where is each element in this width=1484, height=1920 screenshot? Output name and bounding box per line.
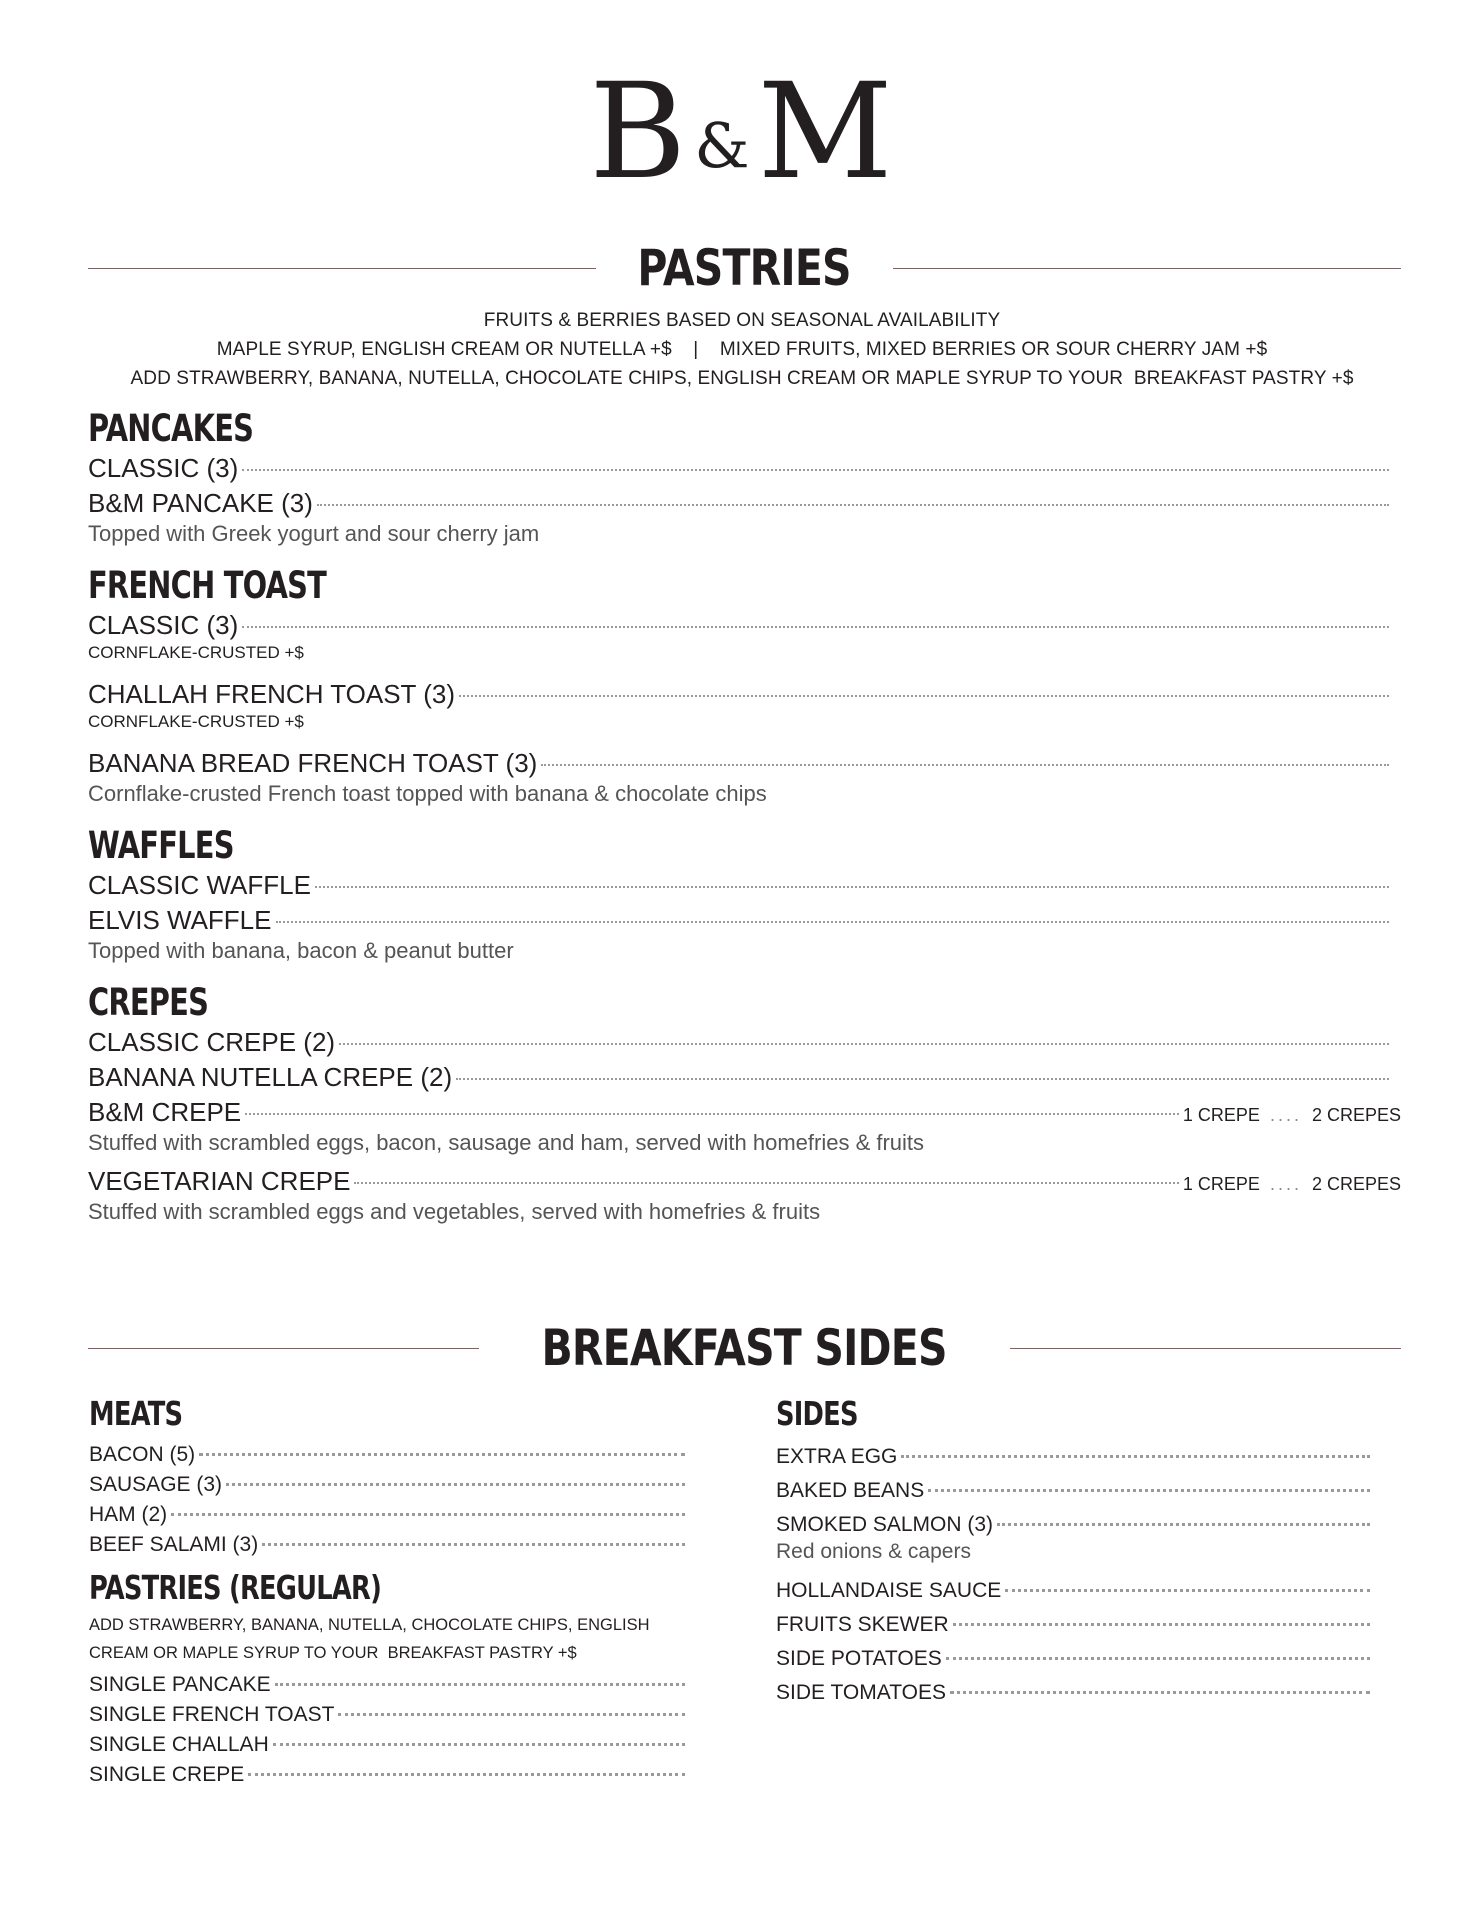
menu-item bbox=[89, 1673, 689, 1697]
dot-leader bbox=[315, 886, 1389, 888]
menu-item bbox=[89, 1703, 689, 1727]
dot-leader bbox=[242, 469, 1389, 471]
divider-left bbox=[88, 268, 596, 269]
dot-leader bbox=[199, 1453, 685, 1456]
dot-leader bbox=[226, 1483, 685, 1486]
brand-logo bbox=[0, 55, 1484, 216]
dot-leader bbox=[276, 921, 1390, 923]
item-name: BANANA BREAD FRENCH TOAST (3) bbox=[88, 748, 538, 778]
dot-leader bbox=[456, 1078, 1389, 1080]
menu-item bbox=[776, 1513, 1374, 1537]
item-name: BANANA NUTELLA CREPE (2) bbox=[88, 1062, 453, 1092]
menu-item bbox=[89, 1503, 689, 1527]
menu-item bbox=[776, 1647, 1374, 1671]
portion-options bbox=[1183, 1174, 1401, 1195]
menu-item bbox=[88, 1166, 1401, 1197]
item-name: BACON (5) bbox=[89, 1443, 196, 1466]
dot-leader bbox=[248, 1773, 685, 1776]
section-title-breakfast-sides: BREAKFAST SIDES bbox=[541, 1319, 948, 1377]
item-name: SIDE POTATOES bbox=[776, 1647, 942, 1670]
item-name: EXTRA EGG bbox=[776, 1445, 898, 1468]
dot-leader bbox=[171, 1513, 685, 1516]
item-name: CLASSIC CREPE (2) bbox=[88, 1027, 336, 1057]
dot-leader bbox=[950, 1691, 1370, 1694]
menu-item bbox=[776, 1681, 1374, 1705]
dot-leader bbox=[262, 1543, 685, 1546]
dot-leader bbox=[953, 1623, 1370, 1626]
dot-leader bbox=[541, 764, 1389, 766]
pastries-notes bbox=[0, 306, 1484, 393]
divider-right bbox=[893, 268, 1401, 269]
item-option: CORNFLAKE-CRUSTED +$ bbox=[88, 712, 304, 731]
item-name: B&M PANCAKE (3) bbox=[88, 488, 313, 518]
dot-leader bbox=[338, 1713, 685, 1716]
divider-left bbox=[88, 1348, 479, 1349]
dot-leader bbox=[317, 504, 1389, 506]
logo-letter-b: B bbox=[589, 55, 689, 209]
dot-leader bbox=[242, 626, 1389, 628]
menu-item bbox=[89, 1533, 689, 1557]
menu-item bbox=[88, 748, 1393, 779]
menu-item bbox=[89, 1473, 689, 1497]
note-line: ADD STRAWBERRY, BANANA, NUTELLA, CHOCOLATE CHIPS, ENGLISH CREAM OR MAPLE SYRUP TO YOUR BREAKFAST PASTRY +$ bbox=[130, 368, 1354, 389]
item-name: SINGLE CREPE bbox=[89, 1763, 245, 1786]
item-name: B&M CREPE bbox=[88, 1097, 242, 1127]
item-name: BAKED BEANS bbox=[776, 1479, 925, 1502]
category-title-pancakes: PANCAKES bbox=[88, 407, 254, 450]
item-description: Stuffed with scrambled eggs and vegetables, served with homefries & fruits bbox=[88, 1199, 821, 1224]
item-description: Topped with Greek yogurt and sour cherry jam bbox=[88, 521, 540, 546]
item-description: Stuffed with scrambled eggs, bacon, sausage and ham, served with homefries & fruits bbox=[88, 1130, 925, 1155]
item-name: HOLLANDAISE SAUCE bbox=[776, 1579, 1002, 1602]
breakfast-sides-left-column bbox=[89, 1393, 689, 1787]
category-note: ADD STRAWBERRY, BANANA, NUTELLA, CHOCOLATE CHIPS, ENGLISH bbox=[89, 1616, 650, 1634]
dot-leader bbox=[354, 1182, 1178, 1184]
dot-leader bbox=[1005, 1589, 1370, 1592]
item-name: SINGLE PANCAKE bbox=[89, 1673, 271, 1696]
menu-item bbox=[88, 488, 1393, 519]
dot-leader bbox=[273, 1743, 685, 1746]
option-separator: .... bbox=[1269, 1105, 1302, 1125]
menu-item bbox=[89, 1733, 689, 1757]
dot-leader bbox=[928, 1489, 1370, 1492]
menu-item bbox=[776, 1613, 1374, 1637]
item-name: CLASSIC (3) bbox=[88, 610, 239, 640]
divider-right bbox=[1010, 1348, 1401, 1349]
item-name: ELVIS WAFFLE bbox=[88, 905, 272, 935]
section-title-pastries: PASTRIES bbox=[637, 239, 852, 297]
option-one-crepe: 1 CREPE bbox=[1182, 1174, 1260, 1194]
item-name: HAM (2) bbox=[89, 1503, 168, 1526]
item-name: SINGLE CHALLAH bbox=[89, 1733, 269, 1756]
option-two-crepes: 2 CREPES bbox=[1311, 1174, 1401, 1194]
item-name: VEGETARIAN CREPE bbox=[88, 1166, 351, 1196]
menu-item bbox=[88, 1027, 1393, 1058]
option-separator: .... bbox=[1269, 1174, 1302, 1194]
option-one-crepe: 1 CREPE bbox=[1182, 1105, 1260, 1125]
menu-item bbox=[776, 1579, 1374, 1603]
pastries-list bbox=[88, 407, 1401, 1227]
menu-item bbox=[88, 1097, 1401, 1128]
item-description: Red onions & capers bbox=[776, 1540, 971, 1563]
menu-item bbox=[89, 1443, 689, 1467]
menu-item bbox=[88, 1062, 1393, 1093]
note-line: FRUITS & BERRIES BASED ON SEASONAL AVAILABILITY bbox=[483, 310, 1001, 331]
menu-item bbox=[776, 1445, 1374, 1469]
menu-item bbox=[88, 905, 1393, 936]
item-name: BEEF SALAMI (3) bbox=[89, 1533, 259, 1556]
portion-options bbox=[1183, 1105, 1401, 1126]
category-title-sides: SIDES bbox=[776, 1394, 858, 1433]
category-title-waffles: WAFFLES bbox=[88, 824, 234, 867]
menu-item bbox=[89, 1763, 689, 1787]
category-title-meats: MEATS bbox=[89, 1394, 183, 1433]
dot-leader bbox=[946, 1657, 1370, 1660]
dot-leader bbox=[459, 695, 1389, 697]
item-name: CLASSIC (3) bbox=[88, 453, 239, 483]
dot-leader bbox=[275, 1683, 685, 1686]
pastries-section-header bbox=[88, 238, 1401, 298]
category-note: CREAM OR MAPLE SYRUP TO YOUR BREAKFAST PASTRY +$ bbox=[89, 1644, 577, 1662]
item-name: FRUITS SKEWER bbox=[776, 1613, 949, 1636]
note-line: MAPLE SYRUP, ENGLISH CREAM OR NUTELLA +$ | MIXED FRUITS, MIXED BERRIES OR SOUR CHERRY JAM +$ bbox=[216, 339, 1268, 360]
menu-item bbox=[88, 453, 1393, 484]
item-option: CORNFLAKE-CRUSTED +$ bbox=[88, 643, 304, 662]
logo-ampersand: & bbox=[694, 109, 752, 182]
menu-item bbox=[88, 870, 1393, 901]
item-name: CHALLAH FRENCH TOAST (3) bbox=[88, 679, 455, 709]
category-title-pastries-regular: PASTRIES (REGULAR) bbox=[89, 1568, 382, 1607]
item-name: CLASSIC WAFFLE bbox=[88, 870, 311, 900]
dot-leader bbox=[997, 1523, 1370, 1526]
breakfast-sides-right-column bbox=[776, 1393, 1374, 1705]
breakfast-sides-section-header bbox=[88, 1318, 1401, 1378]
item-name: SAUSAGE (3) bbox=[89, 1473, 223, 1496]
dot-leader bbox=[339, 1043, 1389, 1045]
logo-letter-m: M bbox=[757, 55, 895, 209]
dot-leader bbox=[901, 1455, 1370, 1458]
item-name: SMOKED SALMON (3) bbox=[776, 1513, 994, 1536]
menu-item bbox=[776, 1479, 1374, 1503]
category-title-crepes: CREPES bbox=[88, 981, 209, 1024]
item-name: SIDE TOMATOES bbox=[776, 1681, 946, 1704]
menu-item bbox=[88, 679, 1393, 710]
item-description: Topped with banana, bacon & peanut butter bbox=[88, 938, 514, 963]
item-description: Cornflake-crusted French toast topped with banana & chocolate chips bbox=[88, 781, 767, 806]
item-name: SINGLE FRENCH TOAST bbox=[89, 1703, 335, 1726]
category-title-french-toast: FRENCH TOAST bbox=[88, 564, 327, 607]
option-two-crepes: 2 CREPES bbox=[1311, 1105, 1401, 1125]
menu-item bbox=[88, 610, 1393, 641]
dot-leader bbox=[245, 1113, 1179, 1115]
